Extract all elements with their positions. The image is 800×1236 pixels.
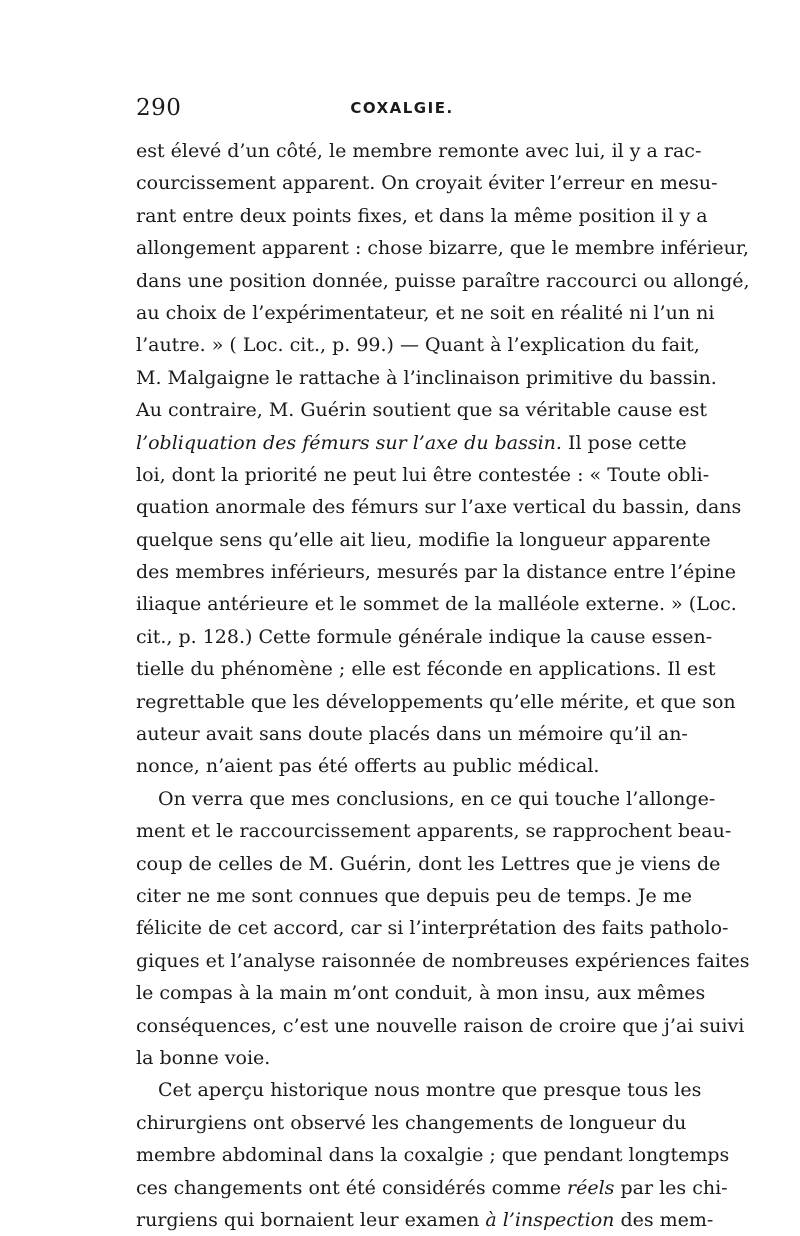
text-line: courcissement apparent. On croyait éviter l’erreur en mesu- — [136, 172, 718, 195]
text-line: nonce, n’aient pas été offerts au public médical. — [136, 755, 600, 778]
text-line: regrettable que les développements qu’elle mérite, et que son — [136, 690, 736, 713]
text-line — [136, 1172, 728, 1204]
text-run: par les chi- — [614, 1176, 728, 1199]
text-line: rant entre deux points fixes, et dans la même position il y a — [136, 204, 708, 227]
text-run: des mem- — [614, 1208, 714, 1231]
text-line: M. Malgaigne le rattache à l’inclinaison primitive du bassin. — [136, 366, 717, 389]
text-line: allongement apparent : chose bizarre, que le membre inférieur, — [136, 237, 749, 260]
text-run: rurgiens qui bornaient leur examen — [136, 1208, 486, 1231]
text-line: dans une position donnée, puisse paraître raccourci ou allongé, — [136, 269, 750, 292]
text-line: giques et l’analyse raisonnée de nombreuses expériences faites — [136, 949, 750, 972]
italic-phrase: à l’inspection — [485, 1208, 615, 1231]
text-line: tielle du phénomène ; elle est féconde en applications. Il est — [136, 658, 716, 681]
text-line: loi, dont la priorité ne peut lui être contestée : « Toute obli- — [136, 463, 710, 486]
text-line: On verra que mes conclusions, en ce qui touche l’allonge- — [158, 787, 716, 810]
text-line: auteur avait sans doute placés dans un mémoire qu’il an- — [136, 723, 688, 746]
text-line: la bonne voie. — [136, 1046, 271, 1069]
text-line: est élevé d’un côté, le membre remonte avec lui, il y a rac- — [136, 140, 702, 162]
text-line: coup de celles de M. Guérin, dont les Lettres que je viens de — [136, 852, 721, 875]
italic-phrase: l’obliquation des fémurs sur l’axe du bassin. — [136, 431, 562, 454]
text-line: quelque sens qu’elle ait lieu, modifie la longueur apparente — [136, 528, 711, 551]
text-line: iliaque antérieure et le sommet de la malléole externe. » (Loc. — [136, 593, 737, 616]
text-line: cit., p. 128.) Cette formule générale indique la cause essen- — [136, 625, 713, 648]
text-line: chirurgiens ont observé les changements de longueur du — [136, 1111, 687, 1134]
italic-word: réels — [567, 1176, 615, 1199]
body-text — [136, 135, 750, 1236]
text-line: quation anormale des fémurs sur l’axe vertical du bassin, dans — [136, 496, 742, 519]
text-run: ces changements ont été considérés comme — [136, 1176, 568, 1199]
page-number: 290 — [136, 95, 182, 121]
text-line: membre abdominal dans la coxalgie ; que pendant longtemps — [136, 1144, 730, 1167]
text-line: félicite de cet accord, car si l’interprétation des faits patholo- — [136, 917, 729, 940]
text-line: ment et le raccourcissement apparents, se rapprochent beau- — [136, 820, 732, 843]
text-line: Cet aperçu historique nous montre que presque tous les — [158, 1079, 702, 1102]
text-line: Au contraire, M. Guérin soutient que sa véritable cause est — [136, 399, 708, 422]
text-line — [136, 427, 687, 459]
text-run: Il pose cette — [561, 431, 687, 454]
running-title: COXALGIE. — [350, 99, 454, 117]
text-line: citer ne me sont connues que depuis peu de temps. Je me — [136, 884, 693, 907]
text-line: au choix de l’expérimentateur, et ne soit en réalité ni l’un ni — [136, 301, 715, 324]
text-line: l’autre. » ( Loc. cit., p. 99.) — Quant à l’explication du fait, — [136, 334, 700, 357]
text-line — [136, 1204, 714, 1236]
text-line: le compas à la main m’ont conduit, à mon insu, aux mêmes — [136, 982, 706, 1005]
page-header — [136, 95, 668, 125]
text-line: conséquences, c’est une nouvelle raison de croire que j’ai suivi — [136, 1014, 745, 1037]
text-line: des membres inférieurs, mesurés par la distance entre l’épine — [136, 561, 736, 584]
